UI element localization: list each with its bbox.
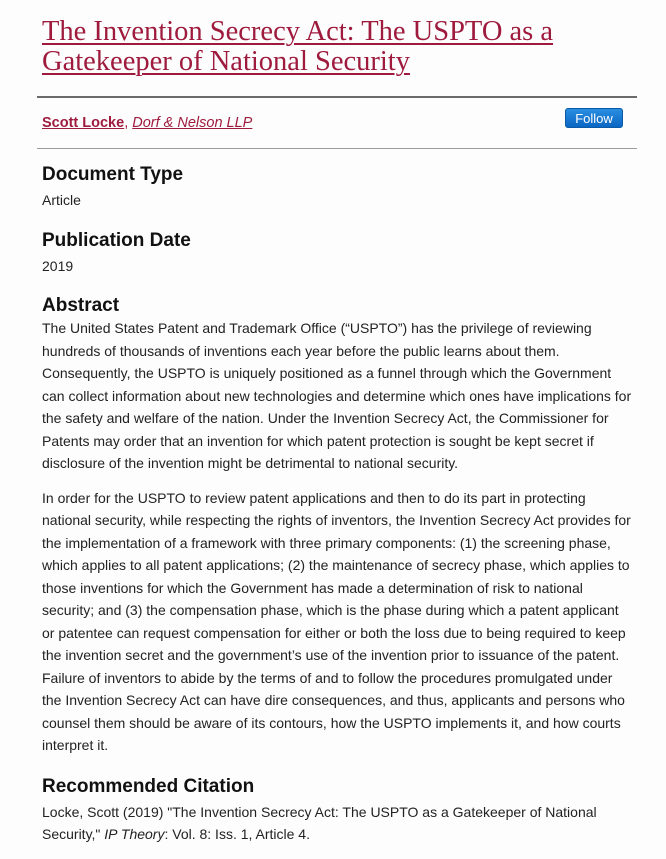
publication-date-section xyxy=(42,230,634,277)
citation-suffix: : Vol. 8: Iss. 1, Article 4. xyxy=(164,825,310,842)
author-line xyxy=(42,115,252,131)
document-type-section xyxy=(42,164,634,211)
article-title-link[interactable]: The Invention Secrecy Act: The USPTO as a Gatekeeper of National Security xyxy=(42,16,554,77)
abstract-heading: Abstract xyxy=(42,295,120,316)
author-divider xyxy=(37,148,637,149)
abstract-paragraph: The United States Patent and Trademark Office (“USPTO”) has the privilege of reviewing hundreds of thousands of inventions each year before the public learns about them. Consequently, the USPTO is uniquely positioned as a funnel through which the Government can collect information about new technologies and determine which ones have implications for the safety and welfare of the nation. Under the Invention Secrecy Act, the Commissioner for Patents may order that an invention for which patent protection is sought be kept secret if disclosure of the invention might be detrimental to national security. xyxy=(42,320,632,471)
citation-prefix: Locke, Scott (2019) "The Invention Secrecy Act: The USPTO as a Gatekeeper of National Security," xyxy=(42,803,597,842)
author-name-link[interactable]: Scott Locke xyxy=(42,115,125,131)
citation-section xyxy=(42,776,634,845)
document-type-heading: Document Type xyxy=(42,164,184,185)
citation-text xyxy=(42,801,634,845)
title-divider xyxy=(37,96,637,98)
citation-heading: Recommended Citation xyxy=(42,775,255,797)
citation-journal: IP Theory xyxy=(104,825,165,842)
article-title xyxy=(42,17,622,77)
abstract-paragraph: In order for the USPTO to review patent applications and then to do its part in protecting national security, while respecting the rights of inventors, the Invention Secrecy Act provides for the implementation of a framework with three primary components: (1) the screening phase, which applies to all patent applications; (2) the maintenance of secrecy phase, which applies to those inventions for which the Government has made a determination of risk to national security; and (3) the compensation phase, which is the phase during which a patent applicant or patentee can request compensation for either or both the loss due to being required to keep the invention secret and the government’s use of the invention prior to issuance of the patent. Failure of inventors to abide by the terms of and to follow the procedures promulgated under the Invention Secrecy Act can have dire consequences, and thus, applicants and persons who counsel them should be aware of its contours, how the USPTO implements it, and how courts interpret it. xyxy=(42,489,631,753)
publication-date-heading: Publication Date xyxy=(42,230,191,251)
author-separator: , xyxy=(124,115,133,131)
abstract-section xyxy=(42,295,634,757)
article-metadata xyxy=(42,164,634,859)
author-affiliation-link[interactable]: Dorf & Nelson LLP xyxy=(132,115,253,131)
document-type-value: Article xyxy=(42,192,81,208)
follow-button[interactable]: Follow xyxy=(565,108,623,128)
publication-date-value: 2019 xyxy=(42,258,74,274)
